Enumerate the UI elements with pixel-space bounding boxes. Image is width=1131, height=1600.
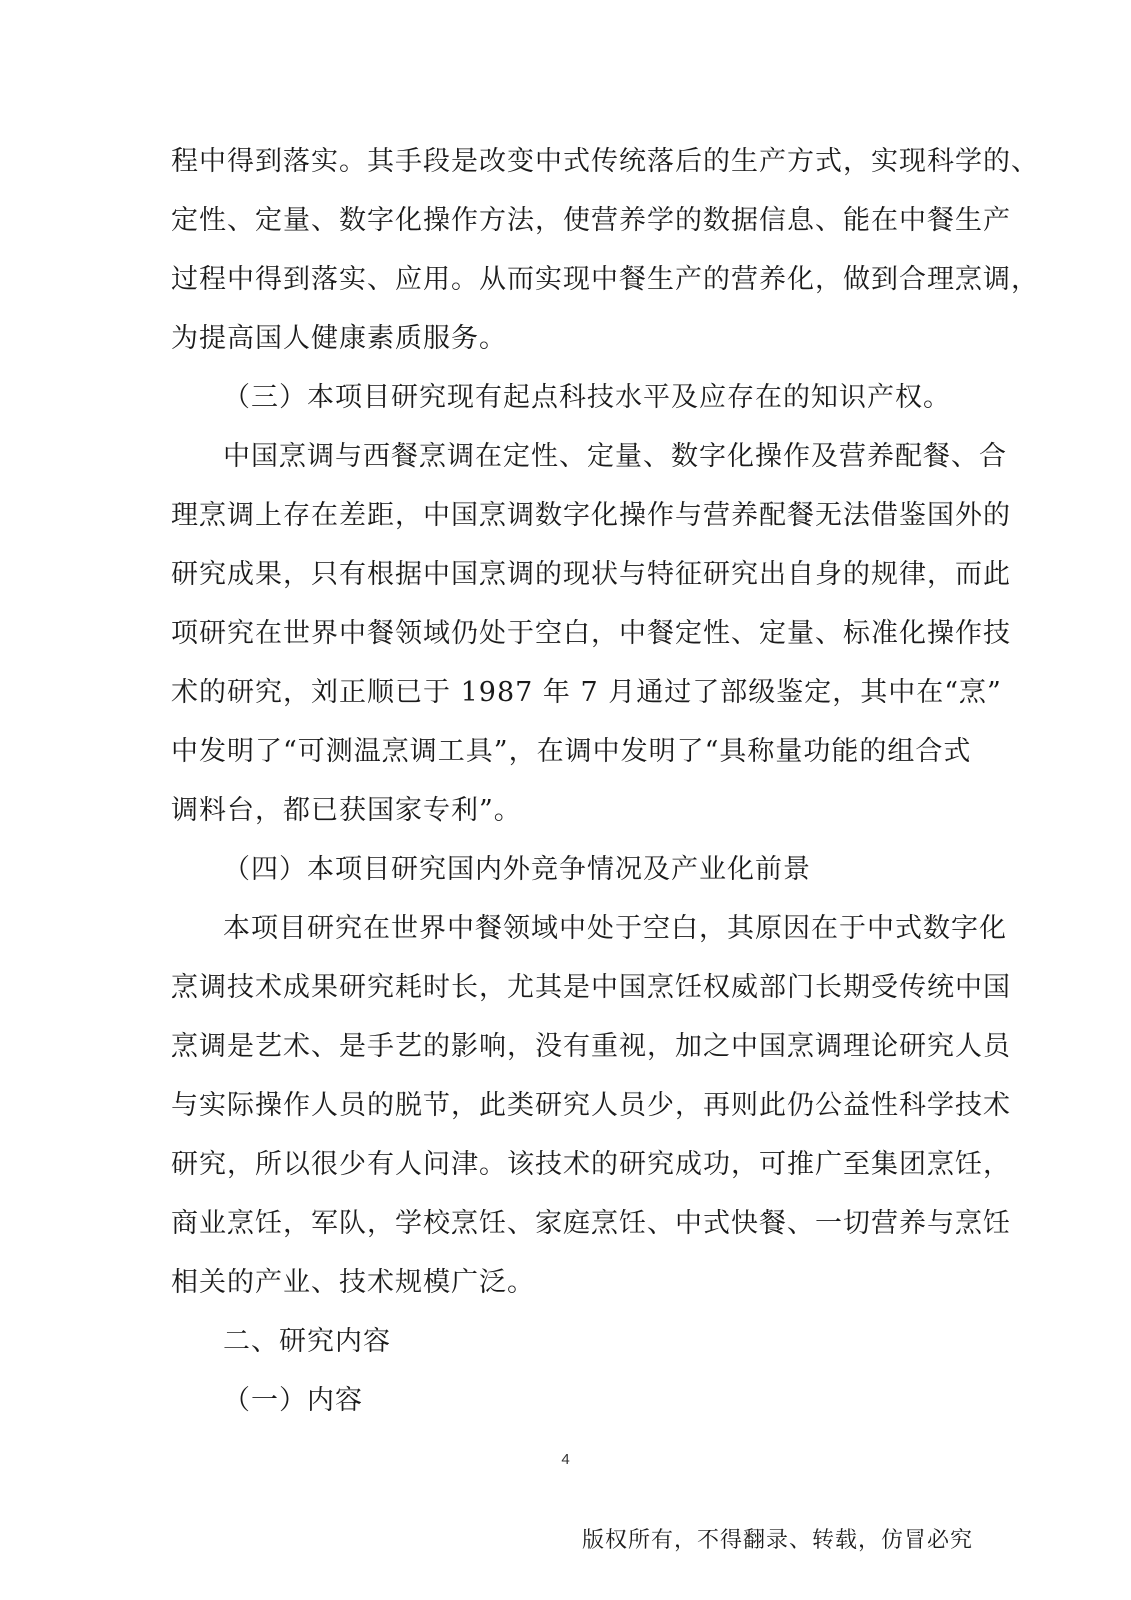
paragraph-3-line-3: 烹调是艺术、是手艺的影响，没有重视，加之中国烹调理论研究人员 [171, 1031, 1011, 1062]
section-2-heading: 二、研究内容 [223, 1326, 391, 1357]
page-number: 4 [561, 1451, 570, 1468]
paragraph-2-line-1: 中国烹调与西餐烹调在定性、定量、数字化操作及营养配餐、合 [223, 441, 1007, 472]
subsection-1-heading: （一）内容 [223, 1385, 363, 1416]
paragraph-3-line-7: 相关的产业、技术规模广泛。 [171, 1267, 535, 1298]
paragraph-1-line-4: 为提高国人健康素质服务。 [171, 323, 507, 354]
paragraph-1-line-1: 程中得到落实。其手段是改变中式传统落后的生产方式，实现科学的、 [171, 146, 1039, 177]
paragraph-1-line-2: 定性、定量、数字化操作方法，使营养学的数据信息、能在中餐生产 [171, 205, 1011, 236]
paragraph-2-line-3: 研究成果，只有根据中国烹调的现状与特征研究出自身的规律，而此 [171, 559, 1011, 590]
paragraph-3-line-5: 研究，所以很少有人问津。该技术的研究成功，可推广至集团烹饪， [171, 1149, 1011, 1180]
paragraph-3-line-2: 烹调技术成果研究耗时长，尤其是中国烹饪权威部门长期受传统中国 [171, 972, 1011, 1003]
paragraph-3-line-1: 本项目研究在世界中餐领域中处于空白，其原因在于中式数字化 [223, 913, 1007, 944]
paragraph-2-line-7: 调料台，都已获国家专利”。 [171, 795, 522, 826]
paragraph-1-line-3: 过程中得到落实、应用。从而实现中餐生产的营养化，做到合理烹调， [171, 264, 1039, 295]
section-heading-4: （四）本项目研究国内外竞争情况及产业化前景 [223, 854, 811, 885]
paragraph-2-line-4: 项研究在世界中餐领域仍处于空白，中餐定性、定量、标准化操作技 [171, 618, 1011, 649]
section-heading-3: （三）本项目研究现有起点科技水平及应存在的知识产权。 [223, 382, 951, 413]
paragraph-3-line-6: 商业烹饪，军队，学校烹饪、家庭烹饪、中式快餐、一切营养与烹饪 [171, 1208, 1011, 1239]
footer-copyright: 版权所有，不得翻录、转载，仿冒必究 [581, 1528, 973, 1553]
paragraph-2-line-2: 理烹调上存在差距，中国烹调数字化操作与营养配餐无法借鉴国外的 [171, 500, 1011, 531]
paragraph-2-line-6: 中发明了“可测温烹调工具”，在调中发明了“具称量功能的组合式 [171, 736, 972, 767]
paragraph-3-line-4: 与实际操作人员的脱节，此类研究人员少，再则此仍公益性科学技术 [171, 1090, 1011, 1121]
paragraph-2-line-5: 术的研究，刘正顺已于 1987 年 7 月通过了部级鉴定，其中在“烹” [171, 677, 1002, 708]
